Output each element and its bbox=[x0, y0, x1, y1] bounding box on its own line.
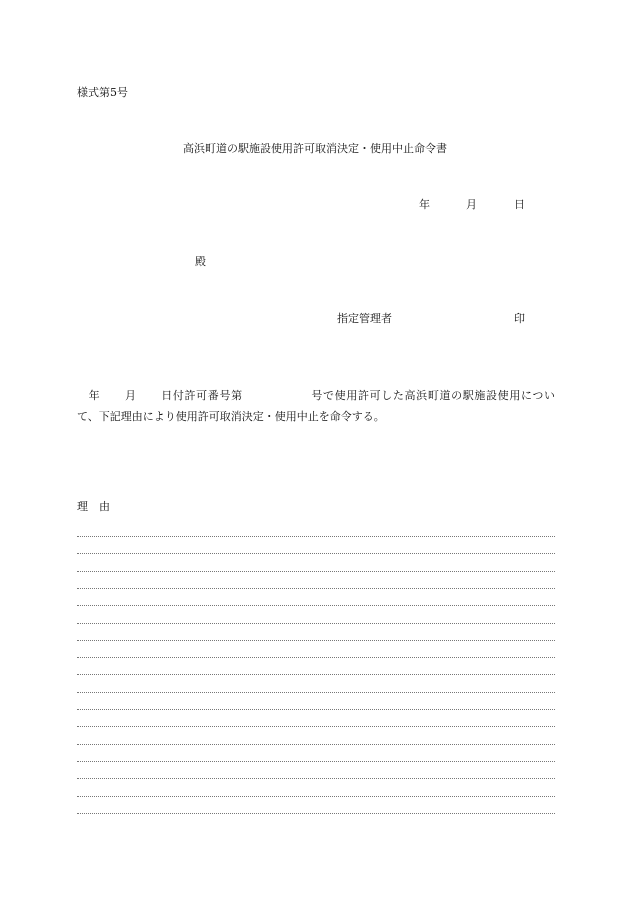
reason-ruled-line bbox=[77, 588, 555, 589]
reason-ruled-line bbox=[77, 674, 555, 675]
seal-mark: 印 bbox=[514, 312, 525, 325]
issuer-label: 指定管理者 bbox=[337, 312, 392, 325]
reason-ruled-line bbox=[77, 692, 555, 693]
reason-ruled-line bbox=[77, 796, 555, 797]
form-number: 様式第5号 bbox=[77, 86, 128, 99]
reason-ruled-line bbox=[77, 571, 555, 572]
date-year-label: 年 bbox=[419, 198, 430, 211]
reason-ruled-line bbox=[77, 553, 555, 554]
date-month-label: 月 bbox=[466, 198, 477, 211]
reason-ruled-line bbox=[77, 657, 555, 658]
reason-ruled-line bbox=[77, 623, 555, 624]
date-day-label: 日 bbox=[514, 198, 525, 211]
reason-ruled-line bbox=[77, 536, 555, 537]
reason-ruled-line bbox=[77, 726, 555, 727]
body-permit-prefix: 日付許可番号第 bbox=[160, 389, 243, 402]
reason-ruled-line bbox=[77, 605, 555, 606]
reason-ruled-line bbox=[77, 761, 555, 762]
reason-ruled-line bbox=[77, 744, 555, 745]
document-title: 高浜町道の駅施設使用許可取消決定・使用中止命令書 bbox=[183, 142, 447, 155]
reason-ruled-line bbox=[77, 778, 555, 779]
body-paragraph bbox=[77, 385, 555, 427]
reason-label: 理 由 bbox=[77, 500, 110, 513]
body-year: 年 bbox=[88, 389, 101, 402]
reason-ruled-line bbox=[77, 709, 555, 710]
reason-ruled-line bbox=[77, 640, 555, 641]
reason-ruled-line bbox=[77, 813, 555, 814]
body-permit-suffix: 号で使用許可した高浜町道の駅施設使用について、下記理由により使用許可取消決定・使用中止を命令する。 bbox=[77, 389, 556, 423]
addressee-honorific: 殿 bbox=[195, 255, 206, 268]
body-month: 月 bbox=[124, 389, 137, 402]
